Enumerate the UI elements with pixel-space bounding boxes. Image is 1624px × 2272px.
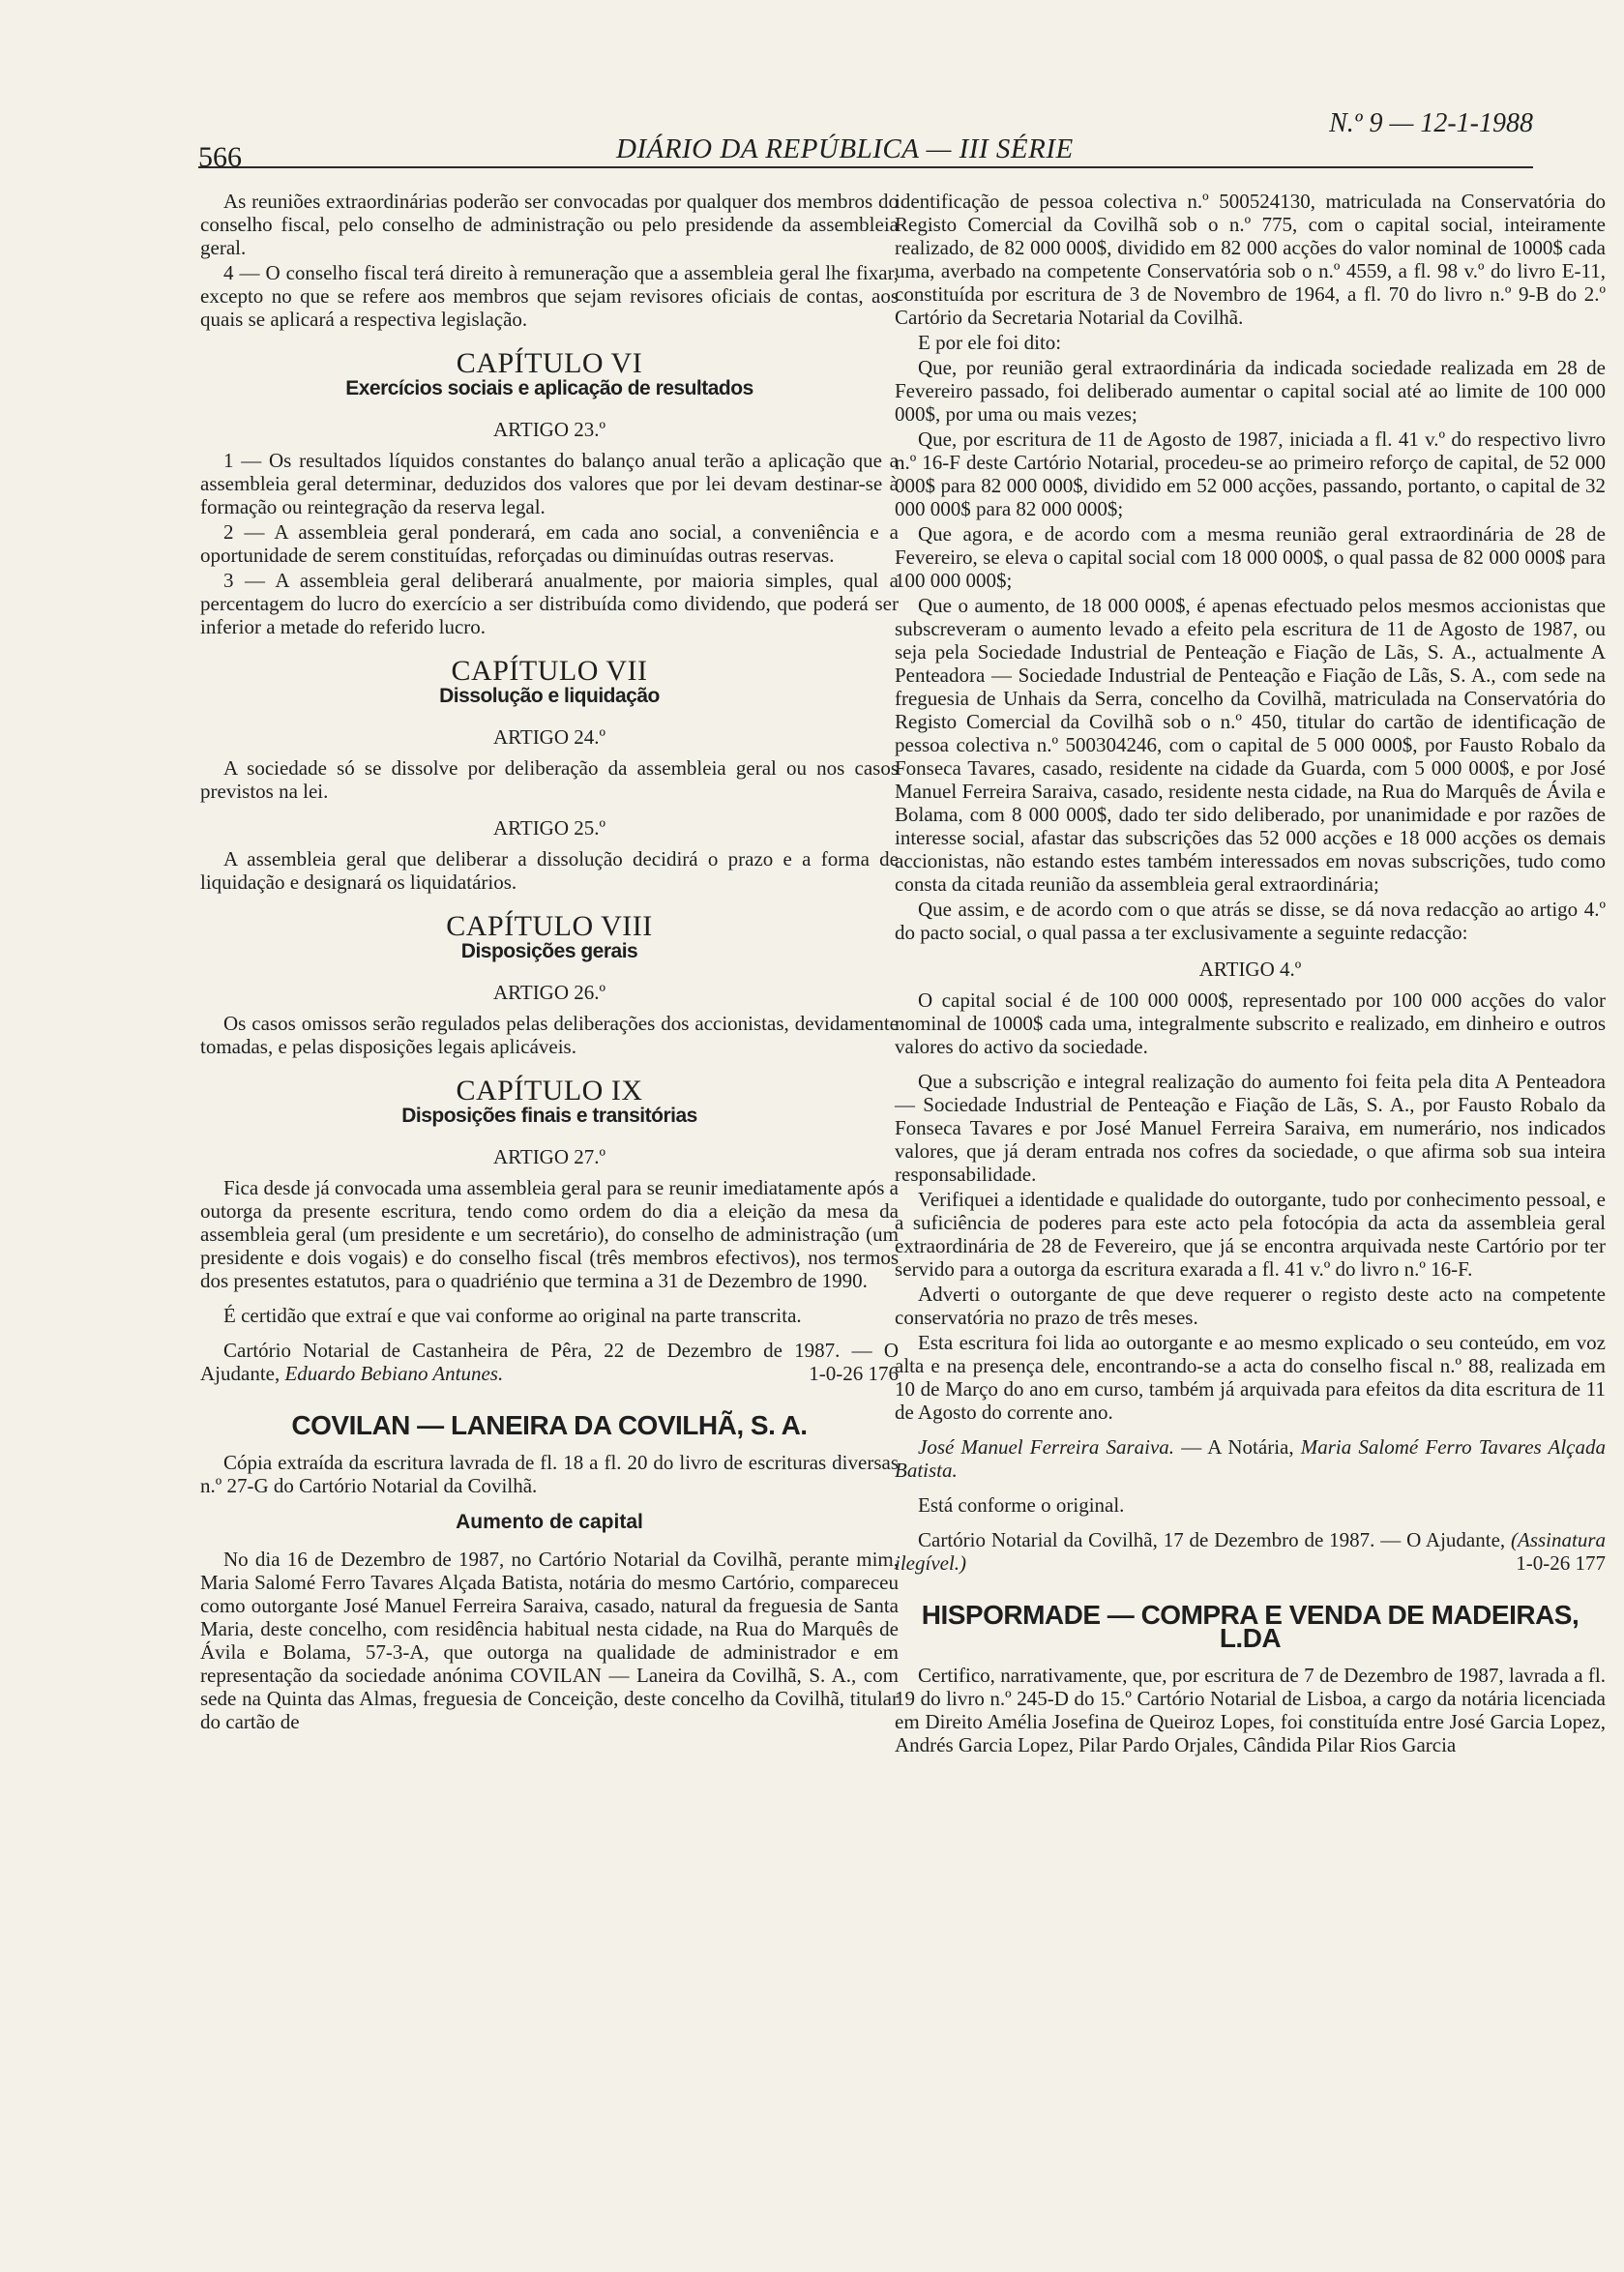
paragraph: Está conforme o original. <box>918 1493 1125 1517</box>
page-header <box>198 108 1533 173</box>
paragraph: No dia 16 de Dezembro de 1987, no Cartório Notarial da Covilhã, perante mim, Maria Salomé Ferro Tavares Alçada Batista, notária do mesmo Cartório, compareceu como outorgante José Manuel Ferreira Saraiva, casado, natural da freguesia de Santa Maria, deste concelho, com residência habitual nesta cidade, na Rua do Marquês de Ávila e Bolama, 57-3-A, que outorga na qualidade de administrador e em representação da sociedade anónima COVILAN — Laneira da Covilhã, S. A., com sede na Quinta das Almas, freguesia de Conceição, deste concelho da Covilhã, titular do cartão de <box>200 1548 899 1733</box>
page-number: 566 <box>198 141 242 173</box>
notary-closing <box>200 1339 899 1385</box>
article-heading: ARTIGO 25.º <box>492 816 606 840</box>
paragraph: 3 — A assembleia geral deliberará anualmente, por maioria simples, qual a percentagem do lucro do exercício a ser distribuída como dividendo, que poderá ser inferior a metade do referido lucro. <box>200 569 899 638</box>
paragraph: Adverti o outorgante de que deve requerer o registo deste acto na competente conservatória no prazo de três meses. <box>895 1283 1606 1329</box>
chapter-title: CAPÍTULO VI <box>456 347 643 379</box>
paragraph: 2 — A assembleia geral ponderará, em cada ano social, a conveniência e a oportunidade de serem constituídas, reforçadas ou diminuídas outras reservas. <box>200 520 899 567</box>
paragraph: O capital social é de 100 000 000$, representado por 100 000 acções do valor nominal de 1000$ cada uma, integralmente subscrito e realizado, em dinheiro e outros valores do activo da sociedade. <box>895 988 1606 1058</box>
notary-signature: (Assinatura ilegível.) <box>895 1528 1607 1575</box>
chapter-subtitle: Exercícios sociais e aplicação de resultados <box>345 377 753 399</box>
paragraph: Que, por reunião geral extraordinária da indicada sociedade realizada em 28 de Fevereiro passado, foi deliberado aumentar o capital social até ao limite de 100 000 000$, por uma ou mais vezes; <box>895 356 1606 426</box>
chapter-subtitle: Dissolução e liquidação <box>439 685 660 707</box>
paragraph: identificação de pessoa colectiva n.º 500524130, matriculada na Conservatória do Registo Comercial da Covilhã sob o n.º 775, com o capital social, inteiramente realizado, de 82 000 000$, dividido em 82 000 acções do valor nominal de 1000$ cada uma, averbado na competente Conservatória sob o n.º 4559, a fl. 98 v.º do livro E-11, constituída por escritura de 3 de Novembro de 1964, a fl. 70 do livro n.º 9-B do 2.º Cartório da Secretaria Notarial da Covilhã. <box>895 190 1606 329</box>
paragraph: Cópia extraída da escritura lavrada de fl. 18 a fl. 20 do livro de escrituras diversas n.º 27-G do Cartório Notarial da Covilhã. <box>200 1451 899 1497</box>
chapter-title: CAPÍTULO VII <box>451 655 648 687</box>
paragraph: 1 — Os resultados líquidos constantes do balanço anual terão a aplicação que a assembleia geral determinar, deduzidos dos valores que por lei devam destinar-se à formação ou reintegração da reserva legal. <box>200 449 899 518</box>
signature-line <box>895 1435 1606 1482</box>
paragraph: A assembleia geral que deliberar a dissolução decidirá o prazo e a forma de liquidação e designará os liquidatários. <box>200 847 899 894</box>
notary-text: Cartório Notarial de Castanheira de Pêra, 22 de Dezembro de 1987. — O Ajudante, <box>200 1339 899 1385</box>
chapter-title: CAPÍTULO VIII <box>446 910 653 942</box>
paragraph: Certifico, narrativamente, que, por escritura de 7 de Dezembro de 1987, lavrada a fl. 19 do livro n.º 245-D do 15.º Cartório Notarial de Lisboa, a cargo da notária licenciada em Direito Amélia Josefina de Queiroz Lopes, foi constituída entre José Garcia Lopez, Andrés Garcia Lopez, Pilar Pardo Orjales, Cândida Pilar Rios Garcia <box>895 1664 1606 1756</box>
section-subtitle: Aumento de capital <box>456 1511 643 1533</box>
paragraph: 4 — O conselho fiscal terá direito à remuneração que a assembleia geral lhe fixar, excepto no que se refere aos membros que sejam revisores oficiais de contas, aos quais se aplicará a respectiva legislação. <box>200 261 899 331</box>
paragraph: Que agora, e de acordo com a mesma reunião geral extraordinária de 28 de Fevereiro, se eleva o capital social com 18 000 000$, o qual passa de 82 000 000$ para 100 000 000$; <box>895 522 1606 592</box>
notary-text: Cartório Notarial da Covilhã, 17 de Dezembro de 1987. — O Ajudante, <box>918 1528 1506 1551</box>
company-title: COVILAN — LANEIRA DA COVILHÃ, S. A. <box>291 1410 808 1440</box>
chapter-subtitle: Disposições gerais <box>460 940 638 962</box>
issue-date: N.º 9 — 12-1-1988 <box>1329 108 1533 138</box>
paragraph: Que, por escritura de 11 de Agosto de 1987, iniciada a fl. 41 v.º do respectivo livro n.º 16-F deste Cartório Notarial, procedeu-se ao primeiro reforço de capital, de 52 000 000$ para 82 000 000$, dividido em 52 000 acções, passando, portanto, o capital de 32 000 000$ para 82 000 000$; <box>895 428 1606 520</box>
signature-outorgante: José Manuel Ferreira Saraiva. <box>918 1435 1175 1459</box>
paragraph: A sociedade só se dissolve por deliberação da assembleia geral ou nos casos previstos na lei. <box>200 756 899 803</box>
right-column <box>895 190 1606 1758</box>
paragraph: Esta escritura foi lida ao outorgante e ao mesmo explicado o seu conteúdo, em voz alta e na presença dele, encontrando-se a acta do conselho fiscal n.º 88, realizada em 10 de Março do ano em curso, também já arquivada para efeitos da dita escritura de 11 de Agosto do corrente ano. <box>895 1331 1606 1424</box>
article-heading: ARTIGO 26.º <box>492 981 606 1004</box>
signature-separator: — A Notária, <box>1174 1435 1301 1459</box>
paragraph: Fica desde já convocada uma assembleia geral para se reunir imediatamente após a outorga da presente escritura, tendo como ordem do dia a eleição da mesa da assembleia geral (um presidente e um secretário), do conselho de administração (um presidente e dois vogais) e do conselho fiscal (três membros efectivos), nos termos dos presentes estatutos, para o quadriénio que termina a 31 de Dezembro de 1990. <box>200 1176 899 1292</box>
article-heading: ARTIGO 23.º <box>492 418 606 441</box>
chapter-title: CAPÍTULO IX <box>456 1075 643 1106</box>
paragraph: Que o aumento, de 18 000 000$, é apenas efectuado pelos mesmos accionistas que subscreveram o aumento levado a efeito pela escritura de 11 de Agosto de 1987, ou seja pela Sociedade Industrial de Penteação e Fiação de Lãs, S. A., actualmente A Penteadora — Sociedade Industrial de Penteação e Fiação de Lãs, S. A., com sede na freguesia de Unhais da Serra, concelho da Covilhã, matriculada na Conservatória do Registo Comercial da Covilhã sob o n.º 450, titular do cartão de identificação de pessoa colectiva n.º 500304246, com o capital de 5 000 000$, por Fausto Robalo da Fonseca Tavares, casado, residente na cidade da Guarda, com 5 000 000$, e por José Manuel Ferreira Saraiva, casado, residente nesta cidade, na Rua do Marquês de Ávila e Bolama, com 8 000 000$, dado ter sido deliberado, por unanimidade e por razões de interesse social, afastar das subscrições das 52 000 acções e 18 000 acções os demais accionistas, não estando estes também interessados em novas subscrições, tudo como consta da citada reunião da assembleia geral extraordinária; <box>895 594 1606 896</box>
chapter-subtitle: Disposições finais e transitórias <box>401 1105 697 1127</box>
left-column <box>200 190 899 1735</box>
reference-number: 1-0-26 177 <box>1516 1551 1606 1575</box>
signature-notary: Maria Salomé Ferro Tavares Alçada Batista. <box>895 1435 1606 1482</box>
reference-number: 1-0-26 176 <box>809 1362 899 1385</box>
notary-closing <box>895 1528 1606 1575</box>
paragraph: É certidão que extraí e que vai conforme ao original na parte transcrita. <box>223 1304 802 1327</box>
article-heading: ARTIGO 27.º <box>492 1145 606 1168</box>
paragraph: Que assim, e de acordo com o que atrás se disse, se dá nova redacção ao artigo 4.º do pacto social, o qual passa a ter exclusivamente a seguinte redacção: <box>895 898 1606 944</box>
notary-signature: Eduardo Bebiano Antunes. <box>284 1362 504 1385</box>
article-heading: ARTIGO 24.º <box>492 725 606 749</box>
paragraph: Que a subscrição e integral realização do aumento foi feita pela dita A Penteadora — Sociedade Industrial de Penteação e Fiação de Lãs, S. A., por Fausto Robalo da Fonseca Tavares e por José Manuel Ferreira Saraiva, em numerário, nos indicados valores, que já deram entrada nos cofres da sociedade, o que afirma sob sua inteira responsabilidade. <box>895 1070 1606 1186</box>
paragraph: E por ele foi dito: <box>918 331 1062 354</box>
company-title: HISPORMADE — COMPRA E VENDA DE MADEIRAS, L.DA <box>921 1600 1580 1653</box>
paragraph: Os casos omissos serão regulados pelas deliberações dos accionistas, devidamente tomadas, e pelas disposições legais aplicáveis. <box>200 1012 899 1058</box>
paragraph: As reuniões extraordinárias poderão ser convocadas por qualquer dos membros do conselho fiscal, pelo conselho de administração ou pelo presidende da assembleia geral. <box>200 190 899 259</box>
journal-title: DIÁRIO DA REPÚBLICA — III SÉRIE <box>616 133 1074 164</box>
paragraph: Verifiquei a identidade e qualidade do outorgante, tudo por conhecimento pessoal, e a suficiência de poderes para este acto pela fotocópia da acta da assembleia geral extraordinária de 28 de Fevereiro, que já se encontra arquivada neste Cartório por ter servido para a outorga da escritura exarada a fl. 41 v.º do livro n.º 16-F. <box>895 1188 1606 1281</box>
article-heading: ARTIGO 4.º <box>1198 958 1302 981</box>
